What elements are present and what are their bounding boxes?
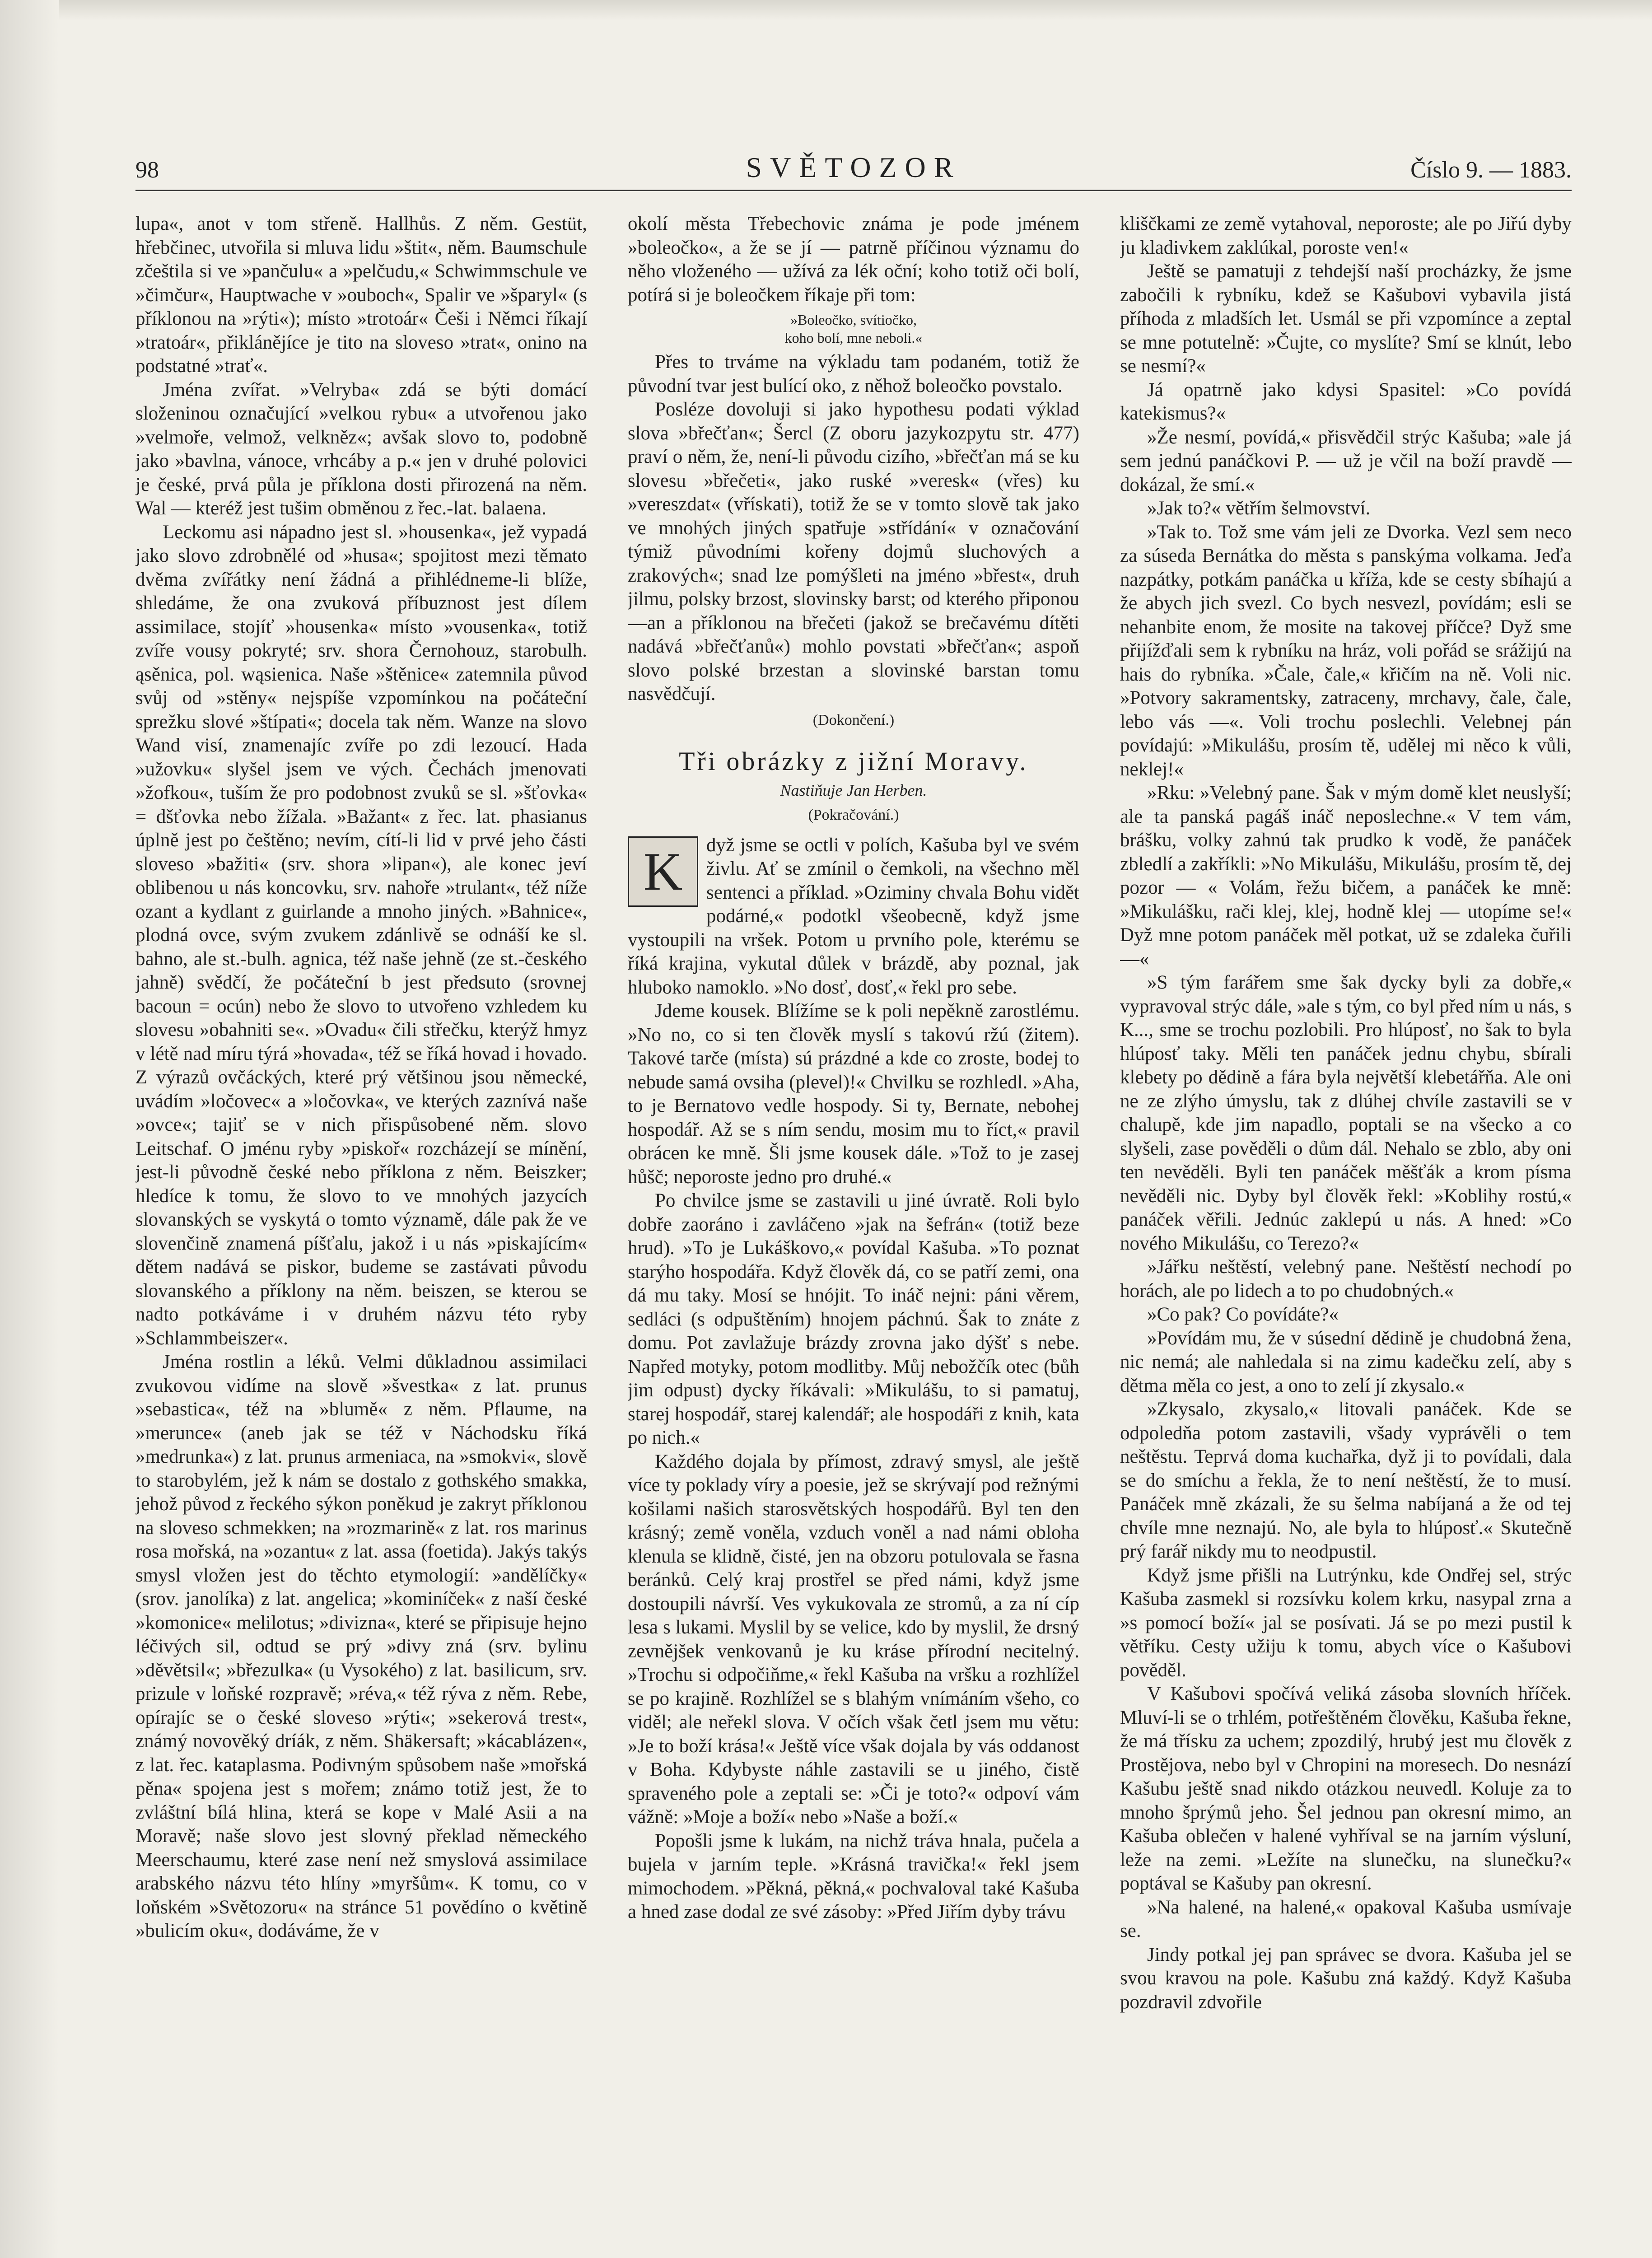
paragraph: kliščkami ze země vytahoval, neporoste; ale po Jiřú dyby ju kladivkem zaklúkal, poroste ven!«	[1120, 213, 1572, 258]
paragraph: Popošli jsme k lukám, na nichž tráva hnala, pučela a bujela v jarním teple. »Krásná travička!« řekl jsem mimochodem. »Pěkná, pěkná,« pochvaloval také Kašuba a hned zase dodal ze své zásoby: »Před Jiřím dyby trávu	[628, 1830, 1079, 1922]
article-title: Tři obrázky z jižní Moravy.	[679, 746, 1028, 776]
paragraph: »Zkysalo, zkysalo,« litovali panáček. Kde se odpoledňa potom zastavili, všady vyprávěli o tem neštěstu. Teprvá doma kuchařka, dyž ji to povídali, dala se do smíchu a řekla, že to není neštěstí, že to musí. Panáček mně zkázali, že su šelma nabíjaná a že od tej chvíle mne neznajú. No, ale byla to hlúposť.« Skutečně prý farář nikdy mu to neodpustil.	[1120, 1399, 1572, 1562]
continuation-note: (Pokračování.)	[808, 806, 899, 823]
paragraph: Leckomu asi nápadno jest sl. »housenka«, jež vypadá jako slovo zdrobnělé od »husa«; spojitost mezi těmato dvěma zvířátky není žádná a přihlédneme-li blíže, shledáme, že ona zvuková příbuznost jest dílem assimilace, stojíť »housenka« místo »vousenka«, totiž zvíře vousy pokryté; srv. shora Černohouz, starobulh. ąsěnica, pol. wąsienica. Naše »štěnice« zatemnila původ svůj od »stěny« nejspíše vzpomínkou na počáteční sprežku slové »štípati«; docela tak něm. Wanze na slovo Wand visí, znamenajíc zvíře po zdi lezoucí. Hada »užovku« slyšel jsem ve vých. Čechách jmenovati »žofkou«, tuším že pro podobnost zvuků se sl. »šťovka« = dšťovka nebo žížala. »Bažant« z řec. lat. phasianus úplně jest po češtěno; nevím, cítí-li lid v prvé jeho části sloveso »bažiti« (srv. shora »lipan«), ale konec jeví oblibenou u nás koncovku, srv. nahoře »trulant«, též níže ozant a kydlant z guirlande a mnoho jiných. »Bahnice«, plodná ovce, svým zvukem zdánlivě se odnáší ke sl. bahno, ale st.-bulh. agnica, též naše jehně (ze st.-českého jahně) svědčí, že počáteční b jest předsuto (srovnej bacoun = ocún) nebo že slovo to utvořeno vzhledem ku slovesu »obahniti se«. »Ovadu« čili střečku, kterýž hmyz v létě nad míru týrá »hovada«, též se říká hovad i hovado. Z výrazů ovčáckých, které prý většinou jsou německé, uvádím »ločovec« a »ločovka«, ve kterých zaznívá naše »ovce«; tajiť se v nich přispůsobené něm. slovo Leitschaf. O jménu ryby »piskoř« rozcházejí se mínění, jest-li původně české nebo příklona z něm. Beiszker; hledíce k tomu, že slovo to ve mnohých jazycích slovanských se vyskytá o tomto významě, dále pak že ve slovenčině znamená píšťalu, jakož i u nás »piskajícím« dětem nadává se piskor, budeme se zastávati původu slovanského a příklony na něm. beiszen, se kterou se nadto potkáváme i v druhém názvu této ryby »Schlammbeiszer«.	[135, 521, 587, 1349]
paragraph: Každého dojala by přímost, zdravý smysl, ale ještě více ty poklady víry a poesie, jež se skrývají pod režnými košilami našich starosvětských hospodářů. Byl ten den krásný; země voněla, vzduch voněl a nad námi obloha klenula se klidně, čisté, jen na obzoru potulovala se řasna beránků. Celý kraj prostřel se před námi, když jsme dostoupili návrší. Ves vykukovala ze stromů, a za ní cíp lesa s lukami. Myslil by se velice, kdo by myslil, že drsný zevnějšek venkovanů je ku kráse přírodní necitelný. »Trochu si odpočiňme,« řekl Kašuba na vršku a rozhlížel se po krajině. Rozhlížel se s blahým vnímáním všeho, co viděl; ale neřekl slova. V očích však četl jsem mu větu: »Je to boží krása!« Ještě více však dojala by vás oddanost v Boha. Kdybyste náhle zastavili se u jiného, čistě spraveného pole a zeptali se: »Či je toto?« odpoví vám vážně: »Moje a boží« nebo »Naše a boží.«	[628, 1451, 1079, 1828]
page-left-shadow	[0, 0, 59, 2258]
paragraph: okolí města Třebechovic známa je pode jménem »boleočko«, a že se jí — patrně příčinou významu do něho vloženého — užívá za lék oční; koho totiž oči bolí, potírá si je boleočkem říkaje při tom:	[628, 213, 1079, 306]
text-columns	[135, 212, 1572, 2244]
verse-line: koho bolí, mne neboli.«	[784, 330, 923, 346]
page-number: 98	[135, 157, 159, 183]
continuation-note: (Dokončení.)	[812, 711, 895, 728]
paragraph: »Na halené, na halené,« opakoval Kašuba usmívaje se.	[1120, 1896, 1572, 1941]
article-byline: Nastiňuje Jan Herben.	[780, 781, 927, 799]
paragraph: »Co pak? Co povídáte?«	[1147, 1304, 1339, 1325]
journal-title: SVĚTOZOR	[746, 151, 961, 183]
paragraph: »Tak to. Tož sme vám jeli ze Dvorka. Vezl sem neco za súseda Bernátka do města s panskýma volkama. Jeďa nazpátky, potkám panáčka u kříža, kde se cesty sbíhajú a že abych jich svezl. Co bych nesvezl, povídám; esli se nehanbite enom, že mosite na takovej příčce? Dyž sme přijížďali sem k rybníku na hráz, voli pořád se srážijú na hais do rybníka. »Čale, čale,« křičím na ně. Voli nic. »Potvory sakramentsky, zatraceny, mrchavy, čale, čale, lebo vás —«. Voli trochu poslechli. Velebnej pán povídajú: »Mikulášu, prosím tě, udělej mi něco k vůli, neklej!«	[1120, 521, 1572, 780]
verse-line: »Boleočko, svítiočko,	[790, 312, 917, 328]
page-top-shadow	[0, 0, 1652, 20]
paragraph: »Jářku neštěstí, velebný pane. Neštěstí nechodí po horách, ale po lidech a to po chudobných.«	[1120, 1256, 1572, 1302]
column-3	[1120, 212, 1572, 2244]
drop-cap: K	[628, 836, 698, 907]
paragraph: »Jak to?« větřím šelmovství.	[1147, 498, 1371, 519]
paragraph: Po chvilce jsme se zastavili u jiné úvratě. Roli bylo dobře zaoráno i zavláčeno »jak na šefrán« (totiž beze hrud). »To je Lukáškovo,« povídal Kašuba. »To poznat starýho hospodářa. Když člověk dá, co se patří zemi, ona dá mu taky. Mosí se hnójit. To ináč nejni: páni věrem, sedláci (s odpuštěním) hnojem páchnú. Šak to znáte z domu. Pot zavlažuje brázdy zrovna jako dýšť s nebe. Napřed motyky, potom modlitby. Můj nebožčík otec (bůh jim odpust) dycky říkávali: »Mikulášu, to si pamatuj, starej hospodář, starej kalendář; ale hospodáři z knih, kata po nich.«	[628, 1190, 1079, 1448]
paragraph: Já opatrně jako kdysi Spasitel: »Co povídá katekismus?«	[1120, 379, 1572, 424]
column-1	[135, 212, 587, 2244]
paragraph: Jména rostlin a léků. Velmi důkladnou assimilaci zvukovou vidíme na slově »švestka« z lat. prunus »sebastica«, též na »blumě« z něm. Pflaume, na »merunce« (aneb jak se též v Náchodsku říká »medrunka«) z lat. prunus armeniaca, na »smokvi«, slově to starobylém, jež k nám se dostalo z gothského smakka, jehož původ z řeckého sýkon poněkud je zakryt příklonou na sloveso schmekken; na »rozmarině« z lat. ros marinus rosa mořská, na »ozantu« z lat. assa (foetida). Jakýs takýs smysl vložen jest do těchto etymologií: »andělíčky« (srov. janolíka) z lat. angelica; »kominíček« z naší české »komonice« melilotus; »divizna«, které se připisuje hejno léčivých sil, odtud se prý »divy zná (srv. bylinu »děvětsil«; »březulka« (u Vysokého) z lat. basilicum, srv. prizule v loňské rozpravě; »réva,« též rýva z něm. Rebe, opírajíc se o české sloveso »rýti«; »sekerová trest«, známý novověký dríák, z něm. Shäkersaft; »kácablázen«, z lat. řec. kataplasma. Podivným spůsobem naše »mořská pěna« spojena jest s mořem; známo totiž jest, že to zvláštní bílá hlina, která se kope v Malé Asii a na Moravě; naše slovo jest slovný překlad německého Meerschaumu, které zase není než smyslová assimilace arabského názvu této hlíny »myršům«. K tomu, co v loňském »Světozoru« na stránce 51 povědíno o květině »bulicím oku«, dodáváme, že v	[135, 1351, 587, 1941]
paragraph: V Kašubovi spočívá veliká zásoba slovních hříček. Mluví-li se o trhlém, potřeštěném člověku, Kašuba řekne, že má třísku za uchem; zpozdilý, hrubý jest mu člověk z Prostějova, nebo byl v Chropini na moresech. Do nesnází Kašubu ještě snad nikdo otázkou neuvedl. Koluje za to mnoho šprýmů jeho. Šel jednou pan okresní mimo, an Kašuba oblečen v halené vyhříval se na jarním výsluní, leže na zemi. »Ležíte na slunečku, na slunečku?« poptával se Kašuby pan okresní.	[1120, 1683, 1572, 1894]
paragraph: lupa«, anot v tom střeně. Hallhůs. Z něm. Gestüt, hřebčinec, utvořila si mluva lidu »štit«, něm. Baumschule zčeštila si ve »pančulu« a »pelčudu,« Schwimmschule ve »čimčur«, Hauptwache v »ouboch«, Spalir ve »šparyl« (s příklonou na »rýti«); místo »trotoár« Češi i Němci říkají »tratoár«, přiklánějíce je tito na sloveso »trat«, onino na podstatné »trať«.	[135, 213, 587, 377]
paragraph: »Že nesmí, povídá,« přisvědčil strýc Kašuba; »ale já sem jednú panáčkovi P. — už je včil na boží pravdě — dokázal, že smí.«	[1120, 426, 1572, 495]
paragraph: Přes to trváme na výkladu tam podaném, totiž že původní tvar jest bulící oko, z něhož boleočko povstalo.	[628, 351, 1079, 397]
page	[135, 149, 1572, 2013]
paragraph: Ještě se pamatuji z tehdejší naší procházky, že jsme zabočili k rybníku, kdež se Kašubovi vybavila jistá příhoda z mladších let. Usmál se při vzpomínce a zeptal se mne potutelně: »Čujte, co myslíte? Smí se klnút, lebo se nesmí?«	[1120, 261, 1572, 377]
paragraph: »Povídám mu, že v súsední dědině je chudobná žena, nic nemá; ale nahledala si na zimu kadečku zelí, aby s dětma měla co jest, a ono to zelí jí zkysalo.«	[1120, 1327, 1572, 1396]
paragraph: Jména zvířat. »Velryba« zdá se býti domácí složeninou označující »velkou rybu« a utvořenou jako »velmoře, velmož, velkněz«; avšak slovo to, podobně jako »bavlna, vánoce, vrhcáby a p.« jen v druhé polovici je české, prvá půla je příklona dosti přirozená na něm. Wal — kteréž jest tušim obměnou z řec.-lat. balaena.	[135, 379, 587, 519]
paragraph: »S tým farářem sme šak dycky byli za dobře,« vypravoval strýc dále, »ale s tým, co byl před ním u nás, s K..., sme se trochu pozlobili. Pro hlúposť, no šak to byla hlúposť taky. Měli ten panáček jednu chybu, sbírali klebety po dědině a fára byla největší klebetářňa. Ale oni ne ze zlýho úmyslu, tak z dlúhej chvíle zastavili se v chalupě, kde jim napadlo, poptali se na všecko a co slyšeli, zase pověděli o dům dál. Nehalo se zblo, aby oni ten nevěděli. Byli ten panáček měšťák a krom písma nevěděli nic. Dyby byl člověk řekl: »Koblihy rostú,« panáček věřili. Jednúc zaklepú u nás. A hned: »Co nového Mikulášu, co Terezo?«	[1120, 972, 1572, 1254]
paragraph: »Rku: »Velebný pane. Šak v mým domě klet neuslyší; ale ta panská pagáš ináč neposlechne.« V tem vám, brášku, volky zahnú tak prudko k vodě, že panáček zbledlí a zakříkli: »No Mikulášu, Mikulášu, prosím tě, dej pozor — « Volám, řežu bičem, a panáček ke mně: »Mikulášku, rači klej, klej, hodně klej — utopíme se!« Dyž mne potom panáček měl potkat, už se zdaleka čuřili —«	[1120, 782, 1572, 970]
column-2	[628, 212, 1079, 2244]
paragraph: Když jsme přišli na Lutrýnku, kde Ondřej sel, strýc Kašuba zasmekl si rozsívku kolem krku, nasypal zrna a »s pomocí boží« jal se posívati. Já se po mezi pustil k větříku. Cesty užiju k tomu, abych více o Kašubovi pověděl.	[1120, 1564, 1572, 1681]
running-header	[135, 149, 1572, 191]
paragraph: Jdeme kousek. Blížíme se k poli nepěkně zarostlému. »No no, co si ten člověk myslí s takovú ržú (žitem). Takové tarče (místa) sú prázdné a kde co zroste, bodej to nebude samá ovsiha (plevel)!« Chvilku se rozhledl. »Aha, to je Bernatovo vedle hospody. Si ty, Bernate, nebohej hospodář. Až se s ním sendu, mosim mu to říct,« pravil obrácen ke mně. Šli jsme kousek dále. »Tož to je zasej hůšč; neporoste jedno pro druhé.«	[628, 1000, 1079, 1188]
verse	[628, 311, 1079, 347]
issue-label: Číslo 9. — 1883.	[1410, 157, 1572, 183]
paragraph: Jindy potkal jej pan správec se dvora. Kašuba jel se svou kravou na pole. Kašubu zná každý. Když Kašuba pozdravil zdvořile	[1120, 1944, 1572, 2013]
paragraph: dyž jsme se octli v polích, Kašuba byl ve svém živlu. Ať se zmínil o čemkoli, na všechno měl sentenci a příklad. »Oziminy chvala Bohu vidět podárné,« podotkl všeobecně, když jsme vystoupili na vršek. Potom u prvního pole, kterému se říká krajina, vykutal důlek v brázdě, aby poznal, jak hluboko namoklo. »No dosť, dosť,« řekl pro sebe.	[628, 834, 1079, 998]
paragraph: Posléze dovoluji si jako hypothesu podati výklad slova »břečťan«; Šercl (Z oboru jazykozpytu str. 477) praví o něm, že, není-li původu cizího, »břečťan má se ku slovesu »břečeti«, jako ruské »veresk« (vřes) ku »vereszdat« (vřískati), totiž že se v tomto slově tak jako ve mnohých jiných spatřuje »střídání« v označování týmiž původními kořeny dojmů sluchových a zrakových«; snad lze pomýšleti na jméno »břest«, druh jilmu, polsky brzost, slovinsky barst; od kterého připonou —an a příklonou na břečeti (jakož se brečavému dítěti nadává »břečťanů«) mohlo povstati »břečťan«; aspoň slovo polské brzestan a slovinské barstan tomu nasvědčují.	[628, 399, 1079, 704]
